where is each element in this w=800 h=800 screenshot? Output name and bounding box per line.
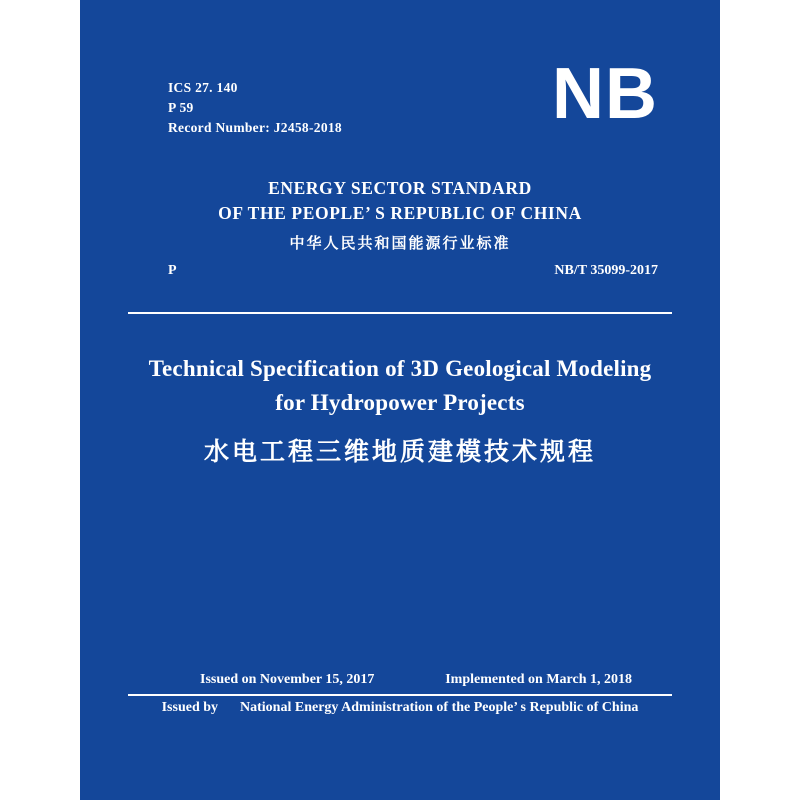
standard-title-english-line1: ENERGY SECTOR STANDARD [268, 178, 532, 198]
document-title-chinese: 水电工程三维地质建模技术规程 [203, 437, 596, 466]
standard-number: NB/T 35099-2017 [554, 263, 658, 278]
identification-block [168, 78, 468, 138]
standard-title-english-line2: OF THE PEOPLE’ S REPUBLIC OF CHINA [218, 203, 582, 223]
implemented-date: Implemented on March 1, 2018 [445, 672, 632, 687]
document-title-block [120, 352, 680, 472]
standard-cover-page [80, 0, 720, 800]
issued-date: Issued on November 15, 2017 [200, 672, 375, 687]
standard-code-row [168, 263, 658, 279]
divider-bottom [128, 694, 672, 696]
classification-code: P 59 [168, 100, 194, 115]
issued-by-label: Issued by [161, 700, 219, 715]
category-letter: P [168, 263, 177, 278]
nb-logo: NB [552, 54, 658, 134]
standard-title-chinese: 中华人民共和国能源行业标准 [289, 234, 511, 252]
issuing-organization: National Energy Administration of the People’ s Republic of China [240, 700, 639, 715]
standard-title-block [80, 176, 720, 258]
divider-top [128, 312, 672, 314]
ics-number: ICS 27. 140 [168, 80, 238, 95]
date-row [200, 672, 632, 688]
document-title-english-line2: for Hydropower Projects [275, 390, 525, 415]
record-number: Record Number: J2458-2018 [168, 120, 342, 135]
document-title-english-line1: Technical Specification of 3D Geological Modeling [148, 356, 652, 381]
issuer-row [80, 700, 720, 716]
